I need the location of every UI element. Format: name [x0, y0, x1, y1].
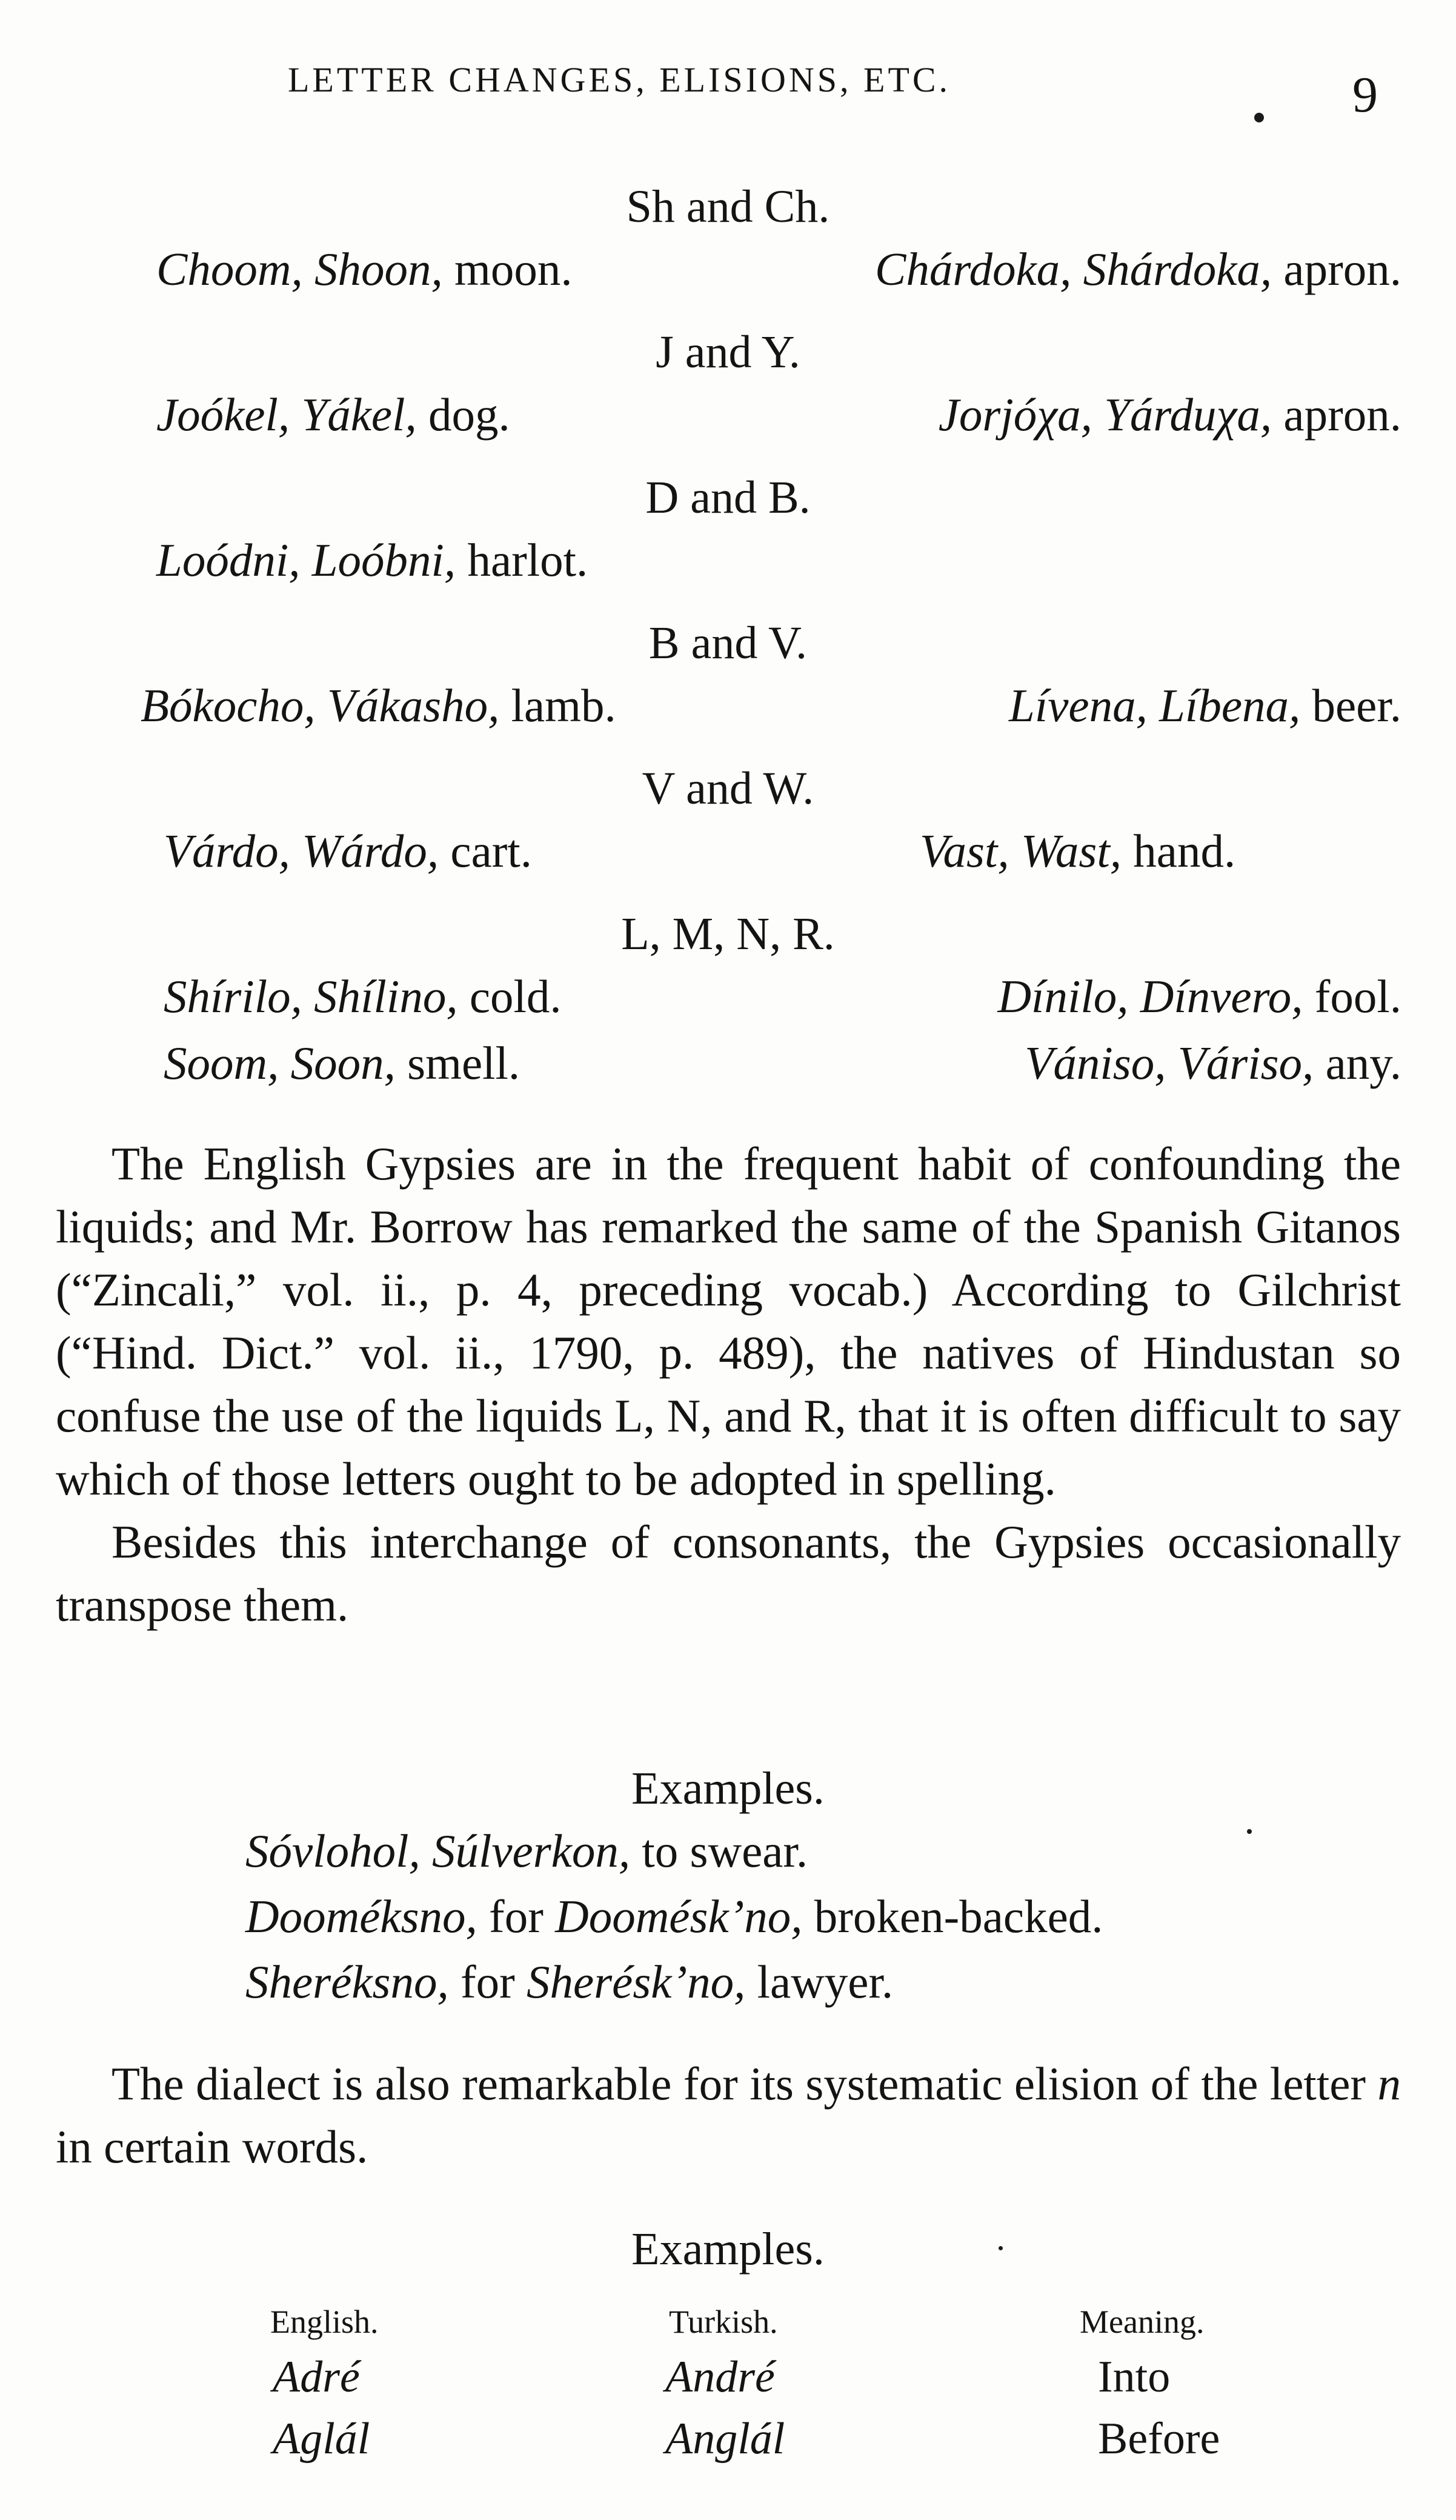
table-cell-english: Adré: [273, 2352, 360, 2402]
gloss: cold.: [469, 970, 562, 1022]
gloss: harlot.: [467, 534, 588, 586]
gloss: apron.: [1283, 388, 1401, 441]
gypsy-word: Dooméksno,: [245, 1890, 477, 1942]
group-heading: L, M, N, R.: [621, 908, 835, 959]
paragraph-text: in certain words.: [56, 2121, 368, 2173]
example-row-right: [1009, 679, 1401, 733]
gypsy-words: Shírilo, Shílino,: [164, 970, 458, 1022]
gypsy-words: Vast, Wast,: [920, 825, 1122, 877]
examples-heading: Examples.: [631, 2224, 825, 2275]
group-heading: Sh and Ch.: [626, 181, 830, 232]
paragraph: The English Gypsies are in the frequent habit of confounding the liquids; and Mr. Borrow has remarked the same of the Spanish Gitanos (“Zincali,” vol. ii., p. 4, preceding vocab.) According to Gilchrist (“Hind. Dict.” vol. ii., 1790, p. 489), the natives of Hindustan so confuse the use of the liquids L, N, and R, that it is often difficult to say which of those letters ought to be adopted in spelling.: [56, 1138, 1401, 1505]
group-heading: D and B.: [645, 472, 811, 523]
example-row-right: [997, 970, 1401, 1024]
gypsy-word: Sherésk’no,: [527, 1956, 746, 2008]
gloss: broken-backed.: [814, 1890, 1103, 1942]
column-header-turkish: Turkish.: [669, 2304, 778, 2340]
example-row-left: [156, 242, 573, 296]
gypsy-words: Chárdoka, Shárdoka,: [874, 243, 1272, 295]
running-head: LETTER CHANGES, ELISIONS, ETC.: [288, 60, 951, 99]
connector: for: [489, 1890, 544, 1942]
example-row-left: [164, 824, 532, 878]
examples-heading: Examples.: [631, 1763, 825, 1814]
gypsy-words: Jorjóχa, Yárduχa,: [938, 388, 1272, 441]
example-line: [245, 1955, 893, 2009]
body-text: [56, 1132, 1401, 1636]
gloss: apron.: [1283, 243, 1401, 295]
body-text: [56, 2052, 1401, 2178]
print-speck: [1247, 1829, 1252, 1834]
example-row-right: [920, 824, 1235, 878]
paragraph: [56, 2052, 1401, 2178]
gloss: moon.: [454, 243, 573, 295]
example-row-right: [1025, 1036, 1401, 1090]
table-cell-meaning: Before: [1098, 2414, 1220, 2464]
table-cell-meaning: Into: [1098, 2352, 1171, 2402]
gloss: any.: [1325, 1037, 1401, 1089]
example-row-left: [156, 533, 588, 587]
gypsy-words: Soom, Soon,: [164, 1037, 396, 1089]
gypsy-words: Dínilo, Dínvero,: [997, 970, 1303, 1022]
gloss: beer.: [1312, 679, 1401, 732]
gypsy-words: Joókel, Yákel,: [156, 388, 417, 441]
example-line: [245, 1824, 808, 1878]
gypsy-words: Choom, Shoon,: [156, 243, 443, 295]
gloss: to swear.: [642, 1825, 808, 1877]
paragraph-text: The dialect is also remarkable for its systematic elision of the letter: [111, 2058, 1366, 2110]
example-row-left: [164, 1036, 520, 1090]
example-row-left: [156, 388, 510, 442]
gloss: cart.: [450, 825, 533, 877]
table-cell-english: Aglál: [273, 2414, 370, 2464]
gloss: lamb.: [511, 679, 616, 732]
group-heading: B and V.: [648, 618, 808, 668]
example-row-right: [939, 388, 1401, 442]
table-cell-turkish: André: [665, 2352, 775, 2402]
example-line: [245, 1890, 1103, 1944]
example-row-right: [875, 242, 1401, 296]
gypsy-word: Súlverkon,: [431, 1825, 631, 1877]
paragraph: Besides this interchange of consonants, the Gypsies occasionally transpose them.: [56, 1516, 1401, 1631]
gypsy-words: Várdo, Wárdo,: [164, 825, 439, 877]
gloss: hand.: [1133, 825, 1236, 877]
connector: for: [460, 1956, 515, 2008]
gypsy-word: Sóvlohol,: [245, 1825, 421, 1877]
gloss: fool.: [1314, 970, 1401, 1022]
gypsy-word: Sheréksno,: [245, 1956, 449, 2008]
gypsy-words: Vániso, Váriso,: [1025, 1037, 1314, 1089]
gypsy-words: Bókocho, Vákasho,: [141, 679, 500, 732]
page-number: 9: [1352, 67, 1378, 123]
gloss: smell.: [407, 1037, 520, 1089]
example-row-left: [141, 679, 616, 733]
group-heading: J and Y.: [656, 327, 800, 378]
column-header-meaning: Meaning.: [1080, 2304, 1205, 2340]
print-dot: [1254, 113, 1264, 122]
group-heading: V and W.: [642, 763, 814, 814]
column-header-english: English.: [270, 2304, 379, 2340]
letter: n: [1377, 2058, 1401, 2110]
gloss: dog.: [428, 388, 510, 441]
gypsy-word: Doomésk’no,: [555, 1890, 803, 1942]
gypsy-words: Lívena, Líbena,: [1009, 679, 1301, 732]
gypsy-words: Loódni, Loóbni,: [156, 534, 456, 586]
example-row-left: [164, 970, 562, 1024]
table-cell-turkish: Anglál: [665, 2414, 785, 2464]
gloss: lawyer.: [757, 1956, 894, 2008]
